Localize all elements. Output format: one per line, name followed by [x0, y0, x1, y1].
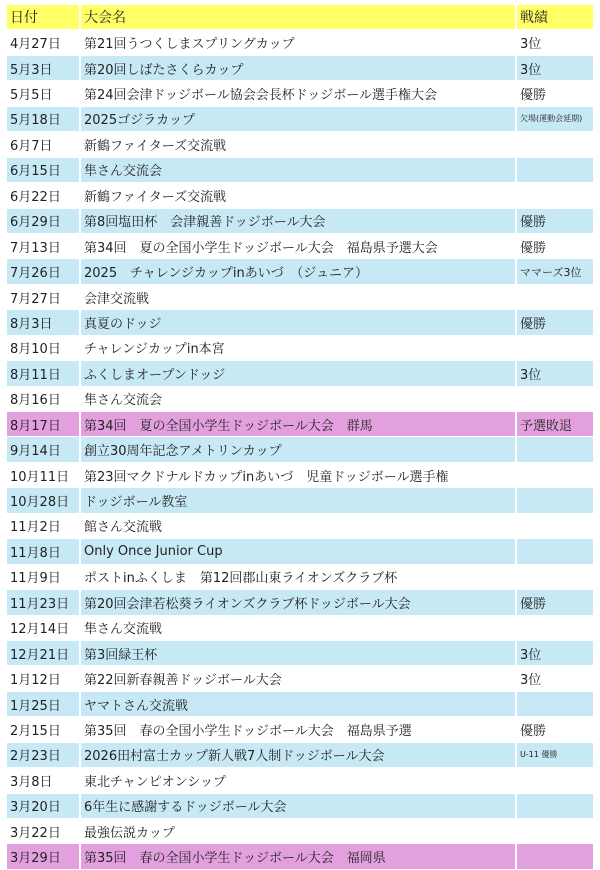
tournament-name-cell: 第34回 夏の全国小学生ドッジボール大会 福島県予選大会 [81, 234, 515, 259]
table-row [7, 794, 593, 819]
result-cell [517, 158, 593, 183]
date-cell: 11月8日 [7, 539, 79, 564]
date-cell: 4月27日 [7, 30, 79, 55]
tournament-name-cell: ふくしまオープンドッジ [81, 361, 515, 386]
date-cell: 11月2日 [7, 514, 79, 539]
result-cell: 3位 [517, 666, 593, 691]
table-row [7, 768, 593, 793]
tournament-name-cell: 2025ゴジラカップ [81, 107, 515, 132]
result-cell [517, 514, 593, 539]
table-row [7, 565, 593, 590]
tournament-name-cell: ポストinふくしま 第12回郡山東ライオンズクラブ杯 [81, 565, 515, 590]
result-cell [517, 616, 593, 641]
result-cell [517, 768, 593, 793]
date-cell: 6月29日 [7, 209, 79, 234]
result-cell: 優勝 [517, 310, 593, 335]
table-row [7, 387, 593, 412]
date-cell: 3月29日 [7, 844, 79, 869]
date-cell: 8月17日 [7, 412, 79, 437]
tournament-name-cell: 2025 チャレンジカップinあいづ （ジュニア） [81, 259, 515, 284]
result-cell [517, 387, 593, 412]
table-row [7, 437, 593, 462]
date-cell: 6月15日 [7, 158, 79, 183]
table-row [7, 132, 593, 157]
tournament-name-cell: 会津交流戦 [81, 285, 515, 310]
table-row [7, 56, 593, 81]
table-row [7, 539, 593, 564]
tournament-name-cell: 6年生に感謝するドッジボール大会 [81, 794, 515, 819]
date-cell: 7月26日 [7, 259, 79, 284]
tournament-name-cell: 2026田村富士カップ新人戦7人制ドッジボール大会 [81, 743, 515, 768]
date-cell: 11月23日 [7, 590, 79, 615]
tournament-name-cell: 第8回塩田杯 会津親善ドッジボール大会 [81, 209, 515, 234]
date-cell: 3月8日 [7, 768, 79, 793]
result-cell [517, 132, 593, 157]
header-name: 大会名 [81, 5, 515, 30]
date-cell: 8月16日 [7, 387, 79, 412]
result-cell [517, 819, 593, 844]
result-cell [517, 437, 593, 462]
result-cell: 優勝 [517, 234, 593, 259]
tournament-name-cell: 隼さん交流会 [81, 158, 515, 183]
result-cell [517, 794, 593, 819]
tournament-name-cell: Only Once Junior Cup [81, 539, 515, 564]
result-cell: 優勝 [517, 717, 593, 742]
tournament-name-cell: 創立30周年記念アメトリンカップ [81, 437, 515, 462]
result-cell: ママーズ3位 [517, 259, 593, 284]
date-cell: 11月9日 [7, 565, 79, 590]
date-cell: 1月12日 [7, 666, 79, 691]
result-cell: 3位 [517, 56, 593, 81]
tournament-name-cell: 第22回新春親善ドッジボール大会 [81, 666, 515, 691]
result-cell: U-11 優勝 [517, 743, 593, 768]
tournament-name-cell: 第24回会津ドッジボール協会会長杯ドッジボール選手権大会 [81, 81, 515, 106]
table-row [7, 844, 593, 869]
table-row [7, 234, 593, 259]
tournament-name-cell: 館さん交流戦 [81, 514, 515, 539]
tournament-name-cell: チャレンジカップin本宮 [81, 336, 515, 361]
tournament-name-cell: 隼さん交流会 [81, 387, 515, 412]
tournament-name-cell: 第23回マクドナルドカップinあいづ 児童ドッジボール選手権 [81, 463, 515, 488]
table-row [7, 310, 593, 335]
date-cell: 12月21日 [7, 641, 79, 666]
table-row [7, 590, 593, 615]
table-row [7, 717, 593, 742]
result-cell [517, 539, 593, 564]
table-row [7, 81, 593, 106]
tournament-name-cell: 第21回うつくしまスプリングカップ [81, 30, 515, 55]
result-cell: 欠場(運動会延期) [517, 107, 593, 132]
header-result: 戦績 [517, 5, 593, 30]
tournament-name-cell: ドッジボール教室 [81, 488, 515, 513]
tournament-name-cell: 真夏のドッジ [81, 310, 515, 335]
table-row [7, 514, 593, 539]
table-row [7, 209, 593, 234]
date-cell: 1月25日 [7, 692, 79, 717]
table-row [7, 30, 593, 55]
result-cell: 予選敗退 [517, 412, 593, 437]
table-row [7, 361, 593, 386]
date-cell: 8月11日 [7, 361, 79, 386]
date-cell: 5月18日 [7, 107, 79, 132]
date-cell: 5月3日 [7, 56, 79, 81]
table-row [7, 666, 593, 691]
result-cell [517, 336, 593, 361]
tournament-name-cell: ヤマトさん交流戦 [81, 692, 515, 717]
date-cell: 8月3日 [7, 310, 79, 335]
tournament-name-cell: 新鶴ファイターズ交流戦 [81, 183, 515, 208]
tournament-name-cell: 第3回緑王杯 [81, 641, 515, 666]
tournament-name-cell: 第20回会津若松葵ライオンズクラブ杯ドッジボール大会 [81, 590, 515, 615]
table-row [7, 107, 593, 132]
tournament-name-cell: 第35回 春の全国小学生ドッジボール大会 福島県予選 [81, 717, 515, 742]
result-cell [517, 565, 593, 590]
table-row [7, 692, 593, 717]
table-row [7, 412, 593, 437]
table-row [7, 819, 593, 844]
result-cell: 優勝 [517, 81, 593, 106]
result-cell: 3位 [517, 30, 593, 55]
table-body [7, 30, 593, 869]
date-cell: 10月28日 [7, 488, 79, 513]
date-cell: 9月14日 [7, 437, 79, 462]
result-cell: 3位 [517, 641, 593, 666]
result-cell [517, 692, 593, 717]
result-cell [517, 844, 593, 869]
result-cell [517, 285, 593, 310]
date-cell: 3月20日 [7, 794, 79, 819]
header-row [7, 5, 593, 30]
date-cell: 8月10日 [7, 336, 79, 361]
tournament-name-cell: 第34回 夏の全国小学生ドッジボール大会 群馬 [81, 412, 515, 437]
header-date: 日付 [7, 5, 79, 30]
date-cell: 12月14日 [7, 616, 79, 641]
tournament-name-cell: 最強伝説カップ [81, 819, 515, 844]
result-cell: 3位 [517, 361, 593, 386]
date-cell: 3月22日 [7, 819, 79, 844]
date-cell: 2月23日 [7, 743, 79, 768]
result-cell: 優勝 [517, 209, 593, 234]
table-row [7, 488, 593, 513]
table-row [7, 259, 593, 284]
result-cell: 優勝 [517, 590, 593, 615]
table-row [7, 183, 593, 208]
tournament-name-cell: 隼さん交流戦 [81, 616, 515, 641]
tournament-table [5, 5, 595, 870]
table-row [7, 641, 593, 666]
tournament-name-cell: 東北チャンピオンシップ [81, 768, 515, 793]
tournament-name-cell: 新鶴ファイターズ交流戦 [81, 132, 515, 157]
table-row [7, 463, 593, 488]
table-row [7, 158, 593, 183]
date-cell: 7月13日 [7, 234, 79, 259]
date-cell: 10月11日 [7, 463, 79, 488]
results-sheet [5, 5, 595, 870]
table-row [7, 616, 593, 641]
table-row [7, 336, 593, 361]
date-cell: 5月5日 [7, 81, 79, 106]
date-cell: 6月22日 [7, 183, 79, 208]
table-row [7, 285, 593, 310]
result-cell [517, 488, 593, 513]
result-cell [517, 183, 593, 208]
date-cell: 2月15日 [7, 717, 79, 742]
tournament-name-cell: 第35回 春の全国小学生ドッジボール大会 福岡県 [81, 844, 515, 869]
result-cell [517, 463, 593, 488]
date-cell: 7月27日 [7, 285, 79, 310]
tournament-name-cell: 第20回しばたさくらカップ [81, 56, 515, 81]
table-row [7, 743, 593, 768]
date-cell: 6月7日 [7, 132, 79, 157]
